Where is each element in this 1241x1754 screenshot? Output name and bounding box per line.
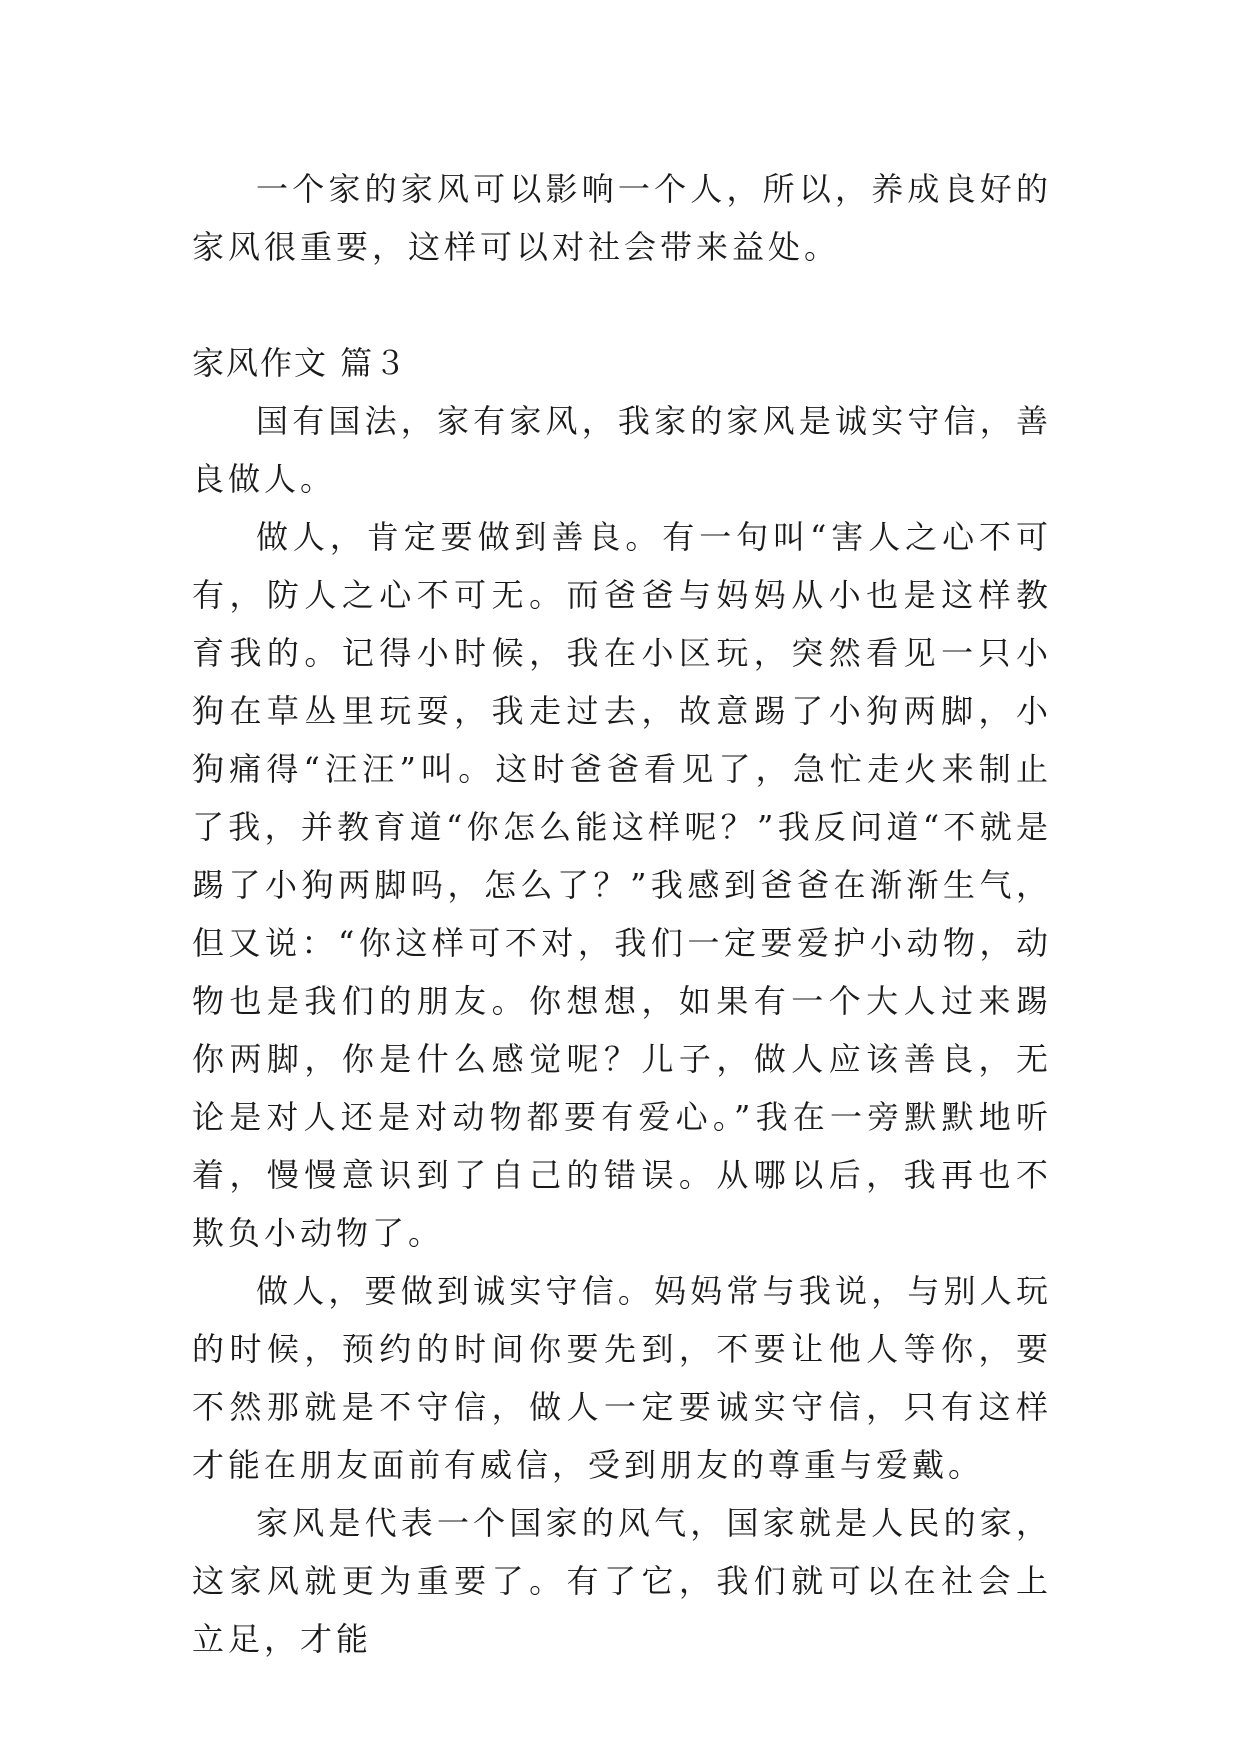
paragraph-3: 做人，要做到诚实守信。妈妈常与我说，与别人玩的时候，预约的时间你要先到，不要让他人等你，要不然那就是不守信，做人一定要诚实守信，只有这样才能在朋友面前有威信，受到朋友的尊重与爱戴。 [192, 1272, 1052, 1484]
document-body [192, 160, 1052, 1668]
paragraph-2: 做人，肯定要做到善良。有一句叫“害人之心不可有，防人之心不可无。而爸爸与妈妈从小也是这样教育我的。记得小时候，我在小区玩，突然看见一只小狗在草丛里玩耍，我走过去，故意踢了小狗两脚，小狗痛得“汪汪”叫。这时爸爸看见了，急忙走火来制止了我，并教育道“你怎么能这样呢？”我反问道“不就是踢了小狗两脚吗，怎么了？”我感到爸爸在渐渐生气，但又说：“你这样可不对，我们一定要爱护小动物，动物也是我们的朋友。你想想，如果有一个大人过来踢你两脚，你是什么感觉呢？儿子，做人应该善良，无论是对人还是对动物都要有爱心。”我在一旁默默地听着，慢慢意识到了自己的错误。从哪以后，我再也不欺负小动物了。 [192, 518, 1052, 1252]
spacer [192, 276, 1052, 334]
paragraph-1: 国有国法，家有家风，我家的家风是诚实守信，善良做人。 [192, 402, 1052, 498]
paragraph-4: 家风是代表一个国家的风气，国家就是人民的家，这家风就更为重要了。有了它，我们就可以在社会上立足，才能 [192, 1504, 1052, 1658]
intro-paragraph: 一个家的家风可以影响一个人，所以，养成良好的家风很重要，这样可以对社会带来益处。 [192, 170, 1052, 266]
section-title: 家风作文 篇３ [192, 344, 409, 382]
